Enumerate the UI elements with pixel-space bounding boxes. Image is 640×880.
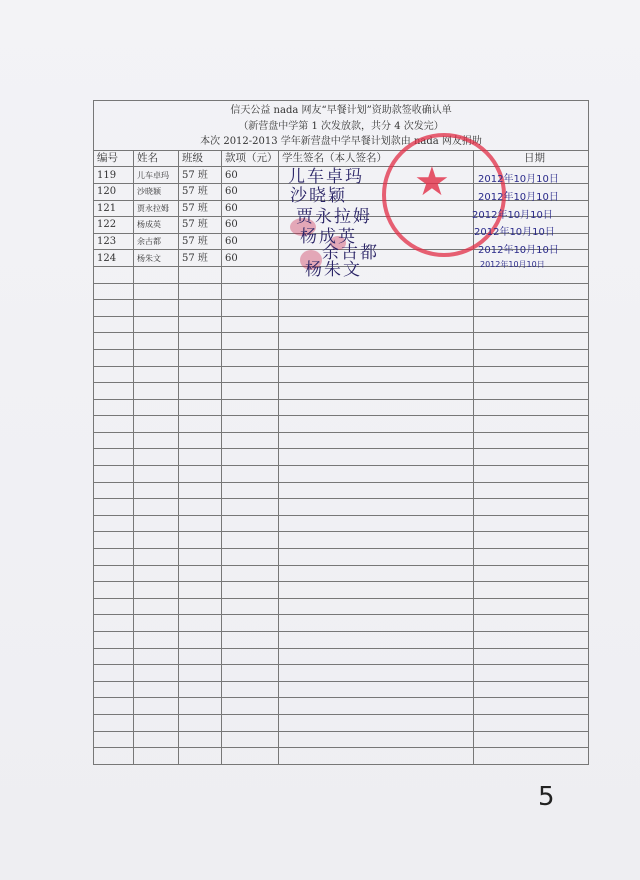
empty-cell	[474, 582, 589, 599]
empty-cell	[474, 515, 589, 532]
empty-cell	[179, 399, 222, 416]
empty-cell	[94, 748, 134, 765]
empty-cell	[179, 731, 222, 748]
empty-row	[94, 681, 589, 698]
empty-cell	[134, 333, 179, 350]
empty-cell	[474, 565, 589, 582]
empty-cell	[94, 698, 134, 715]
empty-cell	[94, 482, 134, 499]
empty-cell	[179, 482, 222, 499]
cell-name: 杨朱文	[134, 250, 179, 267]
empty-cell	[474, 632, 589, 649]
empty-cell	[222, 333, 279, 350]
cell-class: 57 班	[179, 250, 222, 267]
handwritten-date: 2012年10月10日	[474, 227, 555, 238]
empty-row	[94, 383, 589, 400]
empty-cell	[179, 333, 222, 350]
empty-cell	[222, 681, 279, 698]
handwritten-signature: 儿车卓玛	[288, 167, 364, 187]
empty-cell	[94, 366, 134, 383]
handwritten-signature: 杨成英	[300, 227, 357, 247]
empty-cell	[279, 582, 474, 599]
empty-cell	[179, 648, 222, 665]
empty-row	[94, 598, 589, 615]
empty-cell	[474, 731, 589, 748]
empty-cell	[179, 598, 222, 615]
empty-row	[94, 349, 589, 366]
handwritten-date: 2012年10月10日	[478, 174, 559, 185]
cell-class: 57 班	[179, 167, 222, 184]
empty-cell	[474, 698, 589, 715]
cell-name: 儿车卓玛	[134, 167, 179, 184]
empty-cell	[222, 482, 279, 499]
empty-cell	[179, 549, 222, 566]
empty-cell	[474, 714, 589, 731]
empty-cell	[474, 499, 589, 516]
empty-cell	[279, 432, 474, 449]
empty-cell	[222, 499, 279, 516]
cell-amount: 60	[222, 233, 279, 250]
empty-cell	[179, 615, 222, 632]
empty-cell	[179, 582, 222, 599]
empty-cell	[94, 731, 134, 748]
empty-cell	[222, 698, 279, 715]
empty-cell	[94, 598, 134, 615]
empty-cell	[179, 515, 222, 532]
empty-cell	[279, 515, 474, 532]
cell-name: 沙晓颖	[134, 183, 179, 200]
empty-cell	[474, 681, 589, 698]
empty-cell	[94, 549, 134, 566]
empty-cell	[94, 316, 134, 333]
empty-cell	[222, 665, 279, 682]
empty-cell	[94, 565, 134, 582]
empty-cell	[179, 416, 222, 433]
empty-cell	[279, 665, 474, 682]
empty-cell	[94, 632, 134, 649]
empty-cell	[94, 648, 134, 665]
empty-cell	[94, 615, 134, 632]
empty-row	[94, 515, 589, 532]
empty-cell	[134, 449, 179, 466]
empty-row	[94, 333, 589, 350]
empty-cell	[134, 582, 179, 599]
empty-cell	[134, 515, 179, 532]
empty-cell	[474, 316, 589, 333]
empty-cell	[134, 466, 179, 483]
empty-row	[94, 632, 589, 649]
empty-row	[94, 283, 589, 300]
empty-cell	[134, 731, 179, 748]
empty-row	[94, 532, 589, 549]
empty-cell	[134, 665, 179, 682]
empty-cell	[279, 349, 474, 366]
empty-cell	[134, 681, 179, 698]
empty-cell	[222, 615, 279, 632]
empty-row	[94, 316, 589, 333]
empty-cell	[222, 515, 279, 532]
empty-cell	[179, 632, 222, 649]
empty-cell	[222, 714, 279, 731]
empty-cell	[279, 748, 474, 765]
empty-row	[94, 731, 589, 748]
empty-row	[94, 549, 589, 566]
cell-amount: 60	[222, 183, 279, 200]
empty-cell	[222, 349, 279, 366]
empty-cell	[94, 714, 134, 731]
donation-note: 本次 2012-2013 学年新营盘中学早餐计划款由 nada 网友捐助	[94, 134, 589, 150]
empty-row	[94, 665, 589, 682]
empty-cell	[179, 698, 222, 715]
col-date-header: 日期	[474, 150, 589, 167]
empty-cell	[474, 466, 589, 483]
empty-row	[94, 582, 589, 599]
empty-cell	[134, 648, 179, 665]
empty-cell	[279, 598, 474, 615]
empty-cell	[179, 383, 222, 400]
empty-cell	[474, 399, 589, 416]
empty-row	[94, 714, 589, 731]
empty-cell	[134, 266, 179, 283]
empty-cell	[474, 532, 589, 549]
empty-cell	[179, 499, 222, 516]
empty-cell	[179, 266, 222, 283]
cell-class: 57 班	[179, 183, 222, 200]
empty-cell	[94, 515, 134, 532]
cell-id: 119	[94, 167, 134, 184]
empty-cell	[94, 399, 134, 416]
empty-cell	[222, 648, 279, 665]
empty-cell	[474, 333, 589, 350]
empty-cell	[279, 366, 474, 383]
handwritten-signature: 杨朱文	[305, 260, 362, 280]
empty-cell	[134, 399, 179, 416]
empty-cell	[474, 665, 589, 682]
empty-row	[94, 648, 589, 665]
empty-cell	[134, 632, 179, 649]
empty-cell	[474, 615, 589, 632]
cell-name: 余古都	[134, 233, 179, 250]
empty-cell	[222, 432, 279, 449]
empty-cell	[134, 615, 179, 632]
empty-row	[94, 748, 589, 765]
cell-class: 57 班	[179, 200, 222, 217]
empty-cell	[279, 300, 474, 317]
empty-cell	[222, 466, 279, 483]
empty-cell	[279, 383, 474, 400]
empty-cell	[134, 383, 179, 400]
empty-cell	[279, 698, 474, 715]
handwritten-date: 2012年10月10日	[478, 245, 559, 256]
empty-cell	[179, 714, 222, 731]
empty-cell	[279, 466, 474, 483]
empty-cell	[222, 632, 279, 649]
col-amount-header: 款项（元）	[222, 150, 279, 167]
empty-cell	[134, 598, 179, 615]
cell-amount: 60	[222, 200, 279, 217]
empty-cell	[474, 648, 589, 665]
empty-cell	[179, 349, 222, 366]
col-class-header: 班级	[179, 150, 222, 167]
empty-cell	[134, 565, 179, 582]
empty-cell	[279, 648, 474, 665]
empty-cell	[474, 416, 589, 433]
page-number: 5	[538, 782, 555, 812]
empty-cell	[94, 681, 134, 698]
empty-cell	[279, 333, 474, 350]
empty-cell	[94, 665, 134, 682]
empty-cell	[279, 532, 474, 549]
empty-cell	[474, 432, 589, 449]
empty-cell	[222, 582, 279, 599]
empty-cell	[279, 316, 474, 333]
empty-cell	[179, 466, 222, 483]
empty-cell	[179, 432, 222, 449]
empty-cell	[134, 432, 179, 449]
empty-cell	[222, 366, 279, 383]
handwritten-date: 2012年10月10日	[478, 192, 559, 203]
cell-id: 120	[94, 183, 134, 200]
empty-cell	[94, 416, 134, 433]
empty-row	[94, 449, 589, 466]
empty-cell	[279, 681, 474, 698]
empty-cell	[134, 366, 179, 383]
col-name-header: 姓名	[134, 150, 179, 167]
empty-cell	[179, 748, 222, 765]
cell-id: 121	[94, 200, 134, 217]
empty-cell	[94, 532, 134, 549]
cell-name: 杨成英	[134, 217, 179, 234]
empty-cell	[134, 349, 179, 366]
empty-cell	[474, 482, 589, 499]
empty-cell	[222, 598, 279, 615]
empty-cell	[94, 333, 134, 350]
empty-cell	[179, 283, 222, 300]
empty-cell	[474, 366, 589, 383]
empty-cell	[94, 300, 134, 317]
empty-cell	[134, 416, 179, 433]
empty-cell	[222, 266, 279, 283]
empty-cell	[222, 748, 279, 765]
empty-cell	[179, 366, 222, 383]
empty-cell	[134, 316, 179, 333]
empty-cell	[222, 300, 279, 317]
empty-cell	[134, 499, 179, 516]
empty-cell	[94, 266, 134, 283]
empty-cell	[279, 714, 474, 731]
empty-row	[94, 432, 589, 449]
empty-cell	[94, 283, 134, 300]
empty-cell	[94, 582, 134, 599]
empty-row	[94, 499, 589, 516]
empty-cell	[474, 383, 589, 400]
empty-cell	[474, 549, 589, 566]
cell-class: 57 班	[179, 217, 222, 234]
empty-cell	[94, 383, 134, 400]
empty-cell	[134, 283, 179, 300]
empty-cell	[474, 748, 589, 765]
empty-cell	[134, 300, 179, 317]
empty-cell	[279, 549, 474, 566]
empty-cell	[222, 283, 279, 300]
cell-class: 57 班	[179, 233, 222, 250]
document-subtitle: （新营盘中学第 1 次发放款，共分 4 次发完）	[94, 119, 589, 135]
empty-cell	[279, 499, 474, 516]
empty-cell	[279, 283, 474, 300]
empty-cell	[474, 283, 589, 300]
empty-cell	[179, 316, 222, 333]
col-id-header: 编号	[94, 150, 134, 167]
empty-cell	[279, 399, 474, 416]
cell-amount: 60	[222, 250, 279, 267]
empty-cell	[279, 731, 474, 748]
empty-cell	[222, 731, 279, 748]
empty-cell	[474, 349, 589, 366]
document-title: 信天公益 nada 网友“早餐计划”资助款签收确认单	[94, 101, 589, 119]
empty-cell	[222, 383, 279, 400]
empty-row	[94, 399, 589, 416]
empty-cell	[279, 482, 474, 499]
empty-cell	[179, 565, 222, 582]
empty-row	[94, 466, 589, 483]
empty-cell	[94, 499, 134, 516]
empty-cell	[222, 449, 279, 466]
empty-cell	[222, 565, 279, 582]
empty-cell	[94, 466, 134, 483]
cell-id: 124	[94, 250, 134, 267]
empty-cell	[279, 632, 474, 649]
empty-cell	[179, 449, 222, 466]
empty-row	[94, 416, 589, 433]
empty-cell	[279, 449, 474, 466]
empty-cell	[179, 665, 222, 682]
empty-cell	[134, 549, 179, 566]
empty-cell	[279, 565, 474, 582]
empty-cell	[134, 698, 179, 715]
empty-cell	[279, 416, 474, 433]
cell-id: 123	[94, 233, 134, 250]
empty-cell	[474, 598, 589, 615]
cell-amount: 60	[222, 217, 279, 234]
empty-cell	[94, 449, 134, 466]
star-icon: ★	[414, 159, 450, 205]
empty-cell	[179, 681, 222, 698]
handwritten-signature: 余古都	[322, 243, 379, 263]
handwritten-date: 2012年10月10日	[480, 260, 545, 269]
empty-cell	[222, 399, 279, 416]
empty-row	[94, 300, 589, 317]
empty-cell	[179, 300, 222, 317]
empty-cell	[222, 549, 279, 566]
empty-cell	[179, 532, 222, 549]
empty-cell	[94, 349, 134, 366]
empty-cell	[279, 615, 474, 632]
empty-cell	[134, 748, 179, 765]
handwritten-signature: 贾永拉姆	[296, 207, 372, 227]
empty-row	[94, 698, 589, 715]
handwritten-signature: 沙晓颖	[290, 186, 347, 206]
cell-name: 贾永拉姆	[134, 200, 179, 217]
empty-cell	[134, 714, 179, 731]
col-signature-header: 学生签名（本人签名）	[279, 150, 474, 167]
empty-cell	[474, 300, 589, 317]
empty-cell	[134, 532, 179, 549]
empty-row	[94, 366, 589, 383]
cell-id: 122	[94, 217, 134, 234]
handwritten-date: 2012年10月10日	[472, 210, 553, 221]
empty-row	[94, 615, 589, 632]
empty-cell	[222, 316, 279, 333]
empty-cell	[134, 482, 179, 499]
empty-row	[94, 565, 589, 582]
cell-amount: 60	[222, 167, 279, 184]
empty-row	[94, 482, 589, 499]
empty-cell	[94, 432, 134, 449]
empty-cell	[222, 416, 279, 433]
empty-cell	[474, 449, 589, 466]
empty-cell	[222, 532, 279, 549]
